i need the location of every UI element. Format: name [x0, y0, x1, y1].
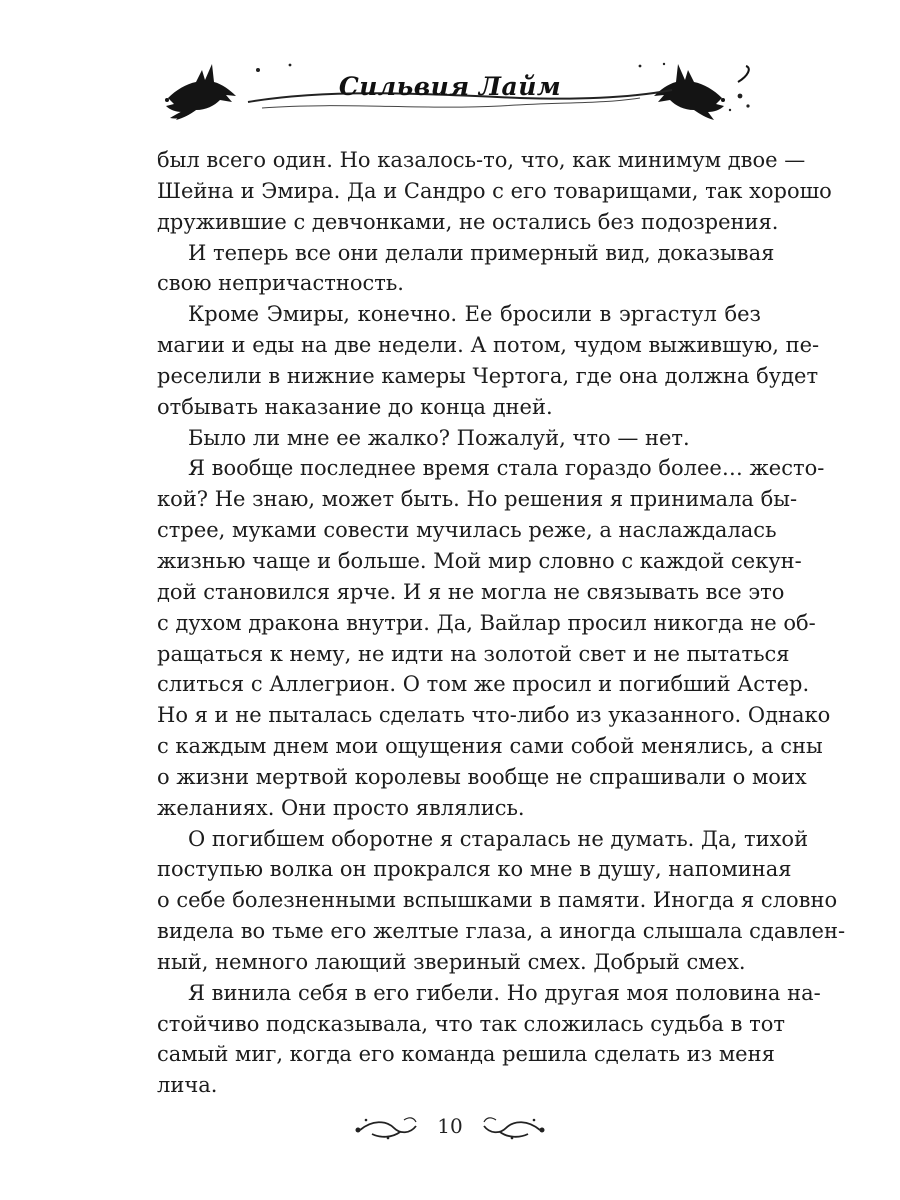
text-line: реселили в нижние камеры Чертога, где она должна будет [157, 363, 819, 388]
text-line: Шейна и Эмира. Да и Сандро с его товарищами, так хорошо [157, 178, 832, 203]
page-footer [0, 1108, 900, 1148]
page-number: 10 [437, 1114, 463, 1138]
text-line: О погибшем оборотне я старалась не думать. Да, тихой [188, 826, 809, 851]
running-header-author: Сильвия Лайм [338, 72, 562, 101]
text-line: И теперь все они делали примерный вид, доказывая [188, 240, 775, 265]
text-line: видела во тьме его желтые глаза, а иногда слышала сдавлен- [157, 919, 846, 944]
text-line: кой? Не знаю, может быть. Но решения я принимала бы- [157, 487, 798, 512]
text-line: лича. [157, 1073, 218, 1098]
text-line: с духом дракона внутри. Да, Вайлар просил никогда не об- [157, 610, 816, 635]
text-line: Но я и не пыталась сделать что-либо из указанного. Однако [157, 703, 831, 728]
text-line: дой становился ярче. И я не могла не связывать все это [157, 579, 785, 604]
text-line: стойчиво подсказывала, что так сложилась судьба в тот [157, 1011, 785, 1036]
text-line: был всего один. Но казалось-то, что, как минимум двое — [157, 148, 806, 172]
text-line: ращаться к нему, не идти на золотой свет и не пытаться [157, 641, 790, 666]
text-line: самый миг, когда его команда решила сделать из меня [157, 1042, 775, 1067]
text-line: о жизни мертвой королевы вообще не спрашивали о моих [157, 764, 807, 789]
body-text [157, 145, 846, 1101]
text-line: о себе болезненными вспышками в памяти. Иногда я словно [157, 888, 838, 913]
text-line: свою непричастность. [157, 271, 404, 296]
text-line: с каждым днем мои ощущения сами собой менялись, а сны [157, 734, 823, 759]
text-line: ный, немного лающий звериный смех. Добрый смех. [157, 949, 746, 974]
text-line: Я винила себя в его гибели. Но другая моя половина на- [188, 980, 821, 1005]
text-line: Было ли мне ее жалко? Пожалуй, что — нет. [188, 425, 690, 450]
text-line: жизнью чаще и больше. Мой мир словно с каждой секун- [157, 548, 802, 573]
text-line: слиться с Аллегрион. О том же просил и погибший Астер. [157, 672, 810, 697]
text-line: магии и еды на две недели. А потом, чудом выжившую, пе- [157, 333, 820, 358]
text-line: Кроме Эмиры, конечно. Ее бросили в эргастул без [188, 302, 761, 327]
swirl-ornament-icon [356, 1118, 417, 1139]
text-line: отбывать наказание до конца дней. [157, 394, 553, 419]
dragon-icon [165, 64, 236, 120]
swirl-ornament-icon [484, 1118, 545, 1139]
text-line: Я вообще последнее время стала гораздо более… жесто- [188, 456, 825, 481]
text-line: дружившие с девчонками, не остались без подозрения. [157, 209, 779, 234]
running-header [0, 40, 900, 140]
text-line: поступью волка он прокрался ко мне в душу, напоминая [157, 857, 792, 882]
text-line: стрее, муками совести мучилась реже, а наслаждалась [157, 518, 777, 543]
text-line: желаниях. Они просто являлись. [157, 795, 525, 820]
